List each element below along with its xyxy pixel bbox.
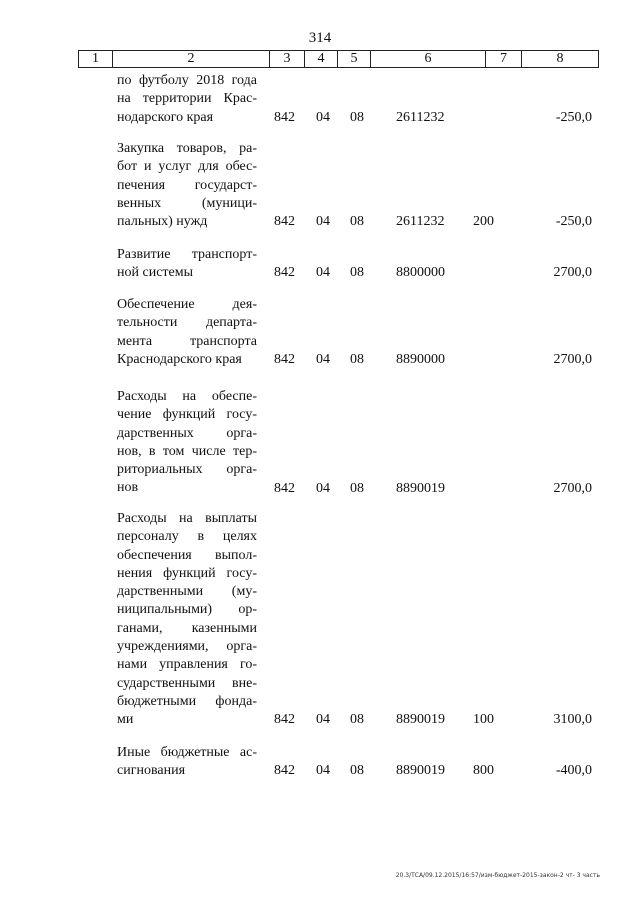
description-line: нов — [117, 480, 139, 496]
cell-column-4: 04 — [316, 109, 330, 125]
description-line: по футболу 2018 года — [117, 73, 257, 88]
description-line: Иные бюджетные ас- — [117, 745, 257, 760]
column-header-6: 6 — [371, 51, 486, 68]
cell-column-3: 842 — [274, 712, 295, 728]
description-line: Закупка товаров, ра- — [117, 141, 257, 156]
cell-column-8: 2700,0 — [553, 351, 592, 367]
description-line: нения функций госу- — [117, 565, 257, 581]
column-header-5: 5 — [338, 51, 371, 68]
description-line: ганами, казенными — [117, 620, 257, 636]
row-description — [117, 296, 257, 369]
cell-column-5: 08 — [350, 265, 364, 281]
cell-column-5: 08 — [350, 214, 364, 230]
column-header-3: 3 — [270, 51, 305, 68]
description-line: ной системы — [117, 265, 194, 281]
column-header-8: 8 — [522, 51, 599, 68]
cell-column-5: 08 — [350, 480, 364, 496]
description-line: Расходы на обеспе- — [117, 389, 257, 404]
cell-column-6: 8890019 — [396, 712, 445, 728]
cell-column-3: 842 — [274, 214, 295, 230]
cell-column-4: 04 — [316, 763, 330, 779]
cell-column-8: -250,0 — [555, 214, 592, 230]
cell-column-3: 842 — [274, 265, 295, 281]
description-line: печения государст- — [117, 177, 257, 193]
cell-column-5: 08 — [350, 109, 364, 125]
cell-column-8: -400,0 — [555, 763, 592, 779]
cell-column-7: 100 — [473, 712, 494, 728]
cell-column-4: 04 — [316, 351, 330, 367]
column-header-table — [78, 50, 599, 68]
description-line: Краснодарского края — [117, 351, 242, 367]
row-description — [117, 388, 257, 498]
cell-column-7: 200 — [473, 214, 494, 230]
row-description — [117, 744, 257, 781]
row-description — [117, 510, 257, 730]
column-header-4: 4 — [305, 51, 338, 68]
cell-column-8: 2700,0 — [553, 265, 592, 281]
description-line: учреждениями, орга- — [117, 639, 257, 655]
description-line: риториальных орга- — [117, 462, 257, 478]
cell-column-6: 2611232 — [396, 214, 445, 230]
row-description — [117, 72, 257, 127]
description-line: сигнования — [117, 763, 186, 779]
cell-column-6: 8800000 — [396, 265, 445, 281]
cell-column-4: 04 — [316, 265, 330, 281]
description-line: сударственными вне- — [117, 675, 257, 691]
footer-document-code: 20.3/ТСА/09.12.2015/16:57/изм-бюджет-2015-закон-2 чт- 3 часть — [395, 872, 600, 879]
description-line: пальных) нужд — [117, 214, 208, 230]
cell-column-3: 842 — [274, 351, 295, 367]
cell-column-4: 04 — [316, 712, 330, 728]
cell-column-5: 08 — [350, 712, 364, 728]
cell-column-6: 2611232 — [396, 109, 445, 125]
description-line: нов, в том числе тер- — [117, 443, 257, 459]
description-line: персоналу в целях — [117, 529, 257, 545]
description-line: мента транспорта — [117, 333, 257, 349]
cell-column-3: 842 — [274, 763, 295, 779]
cell-column-6: 8890000 — [396, 351, 445, 367]
description-line: нами управления го- — [117, 657, 257, 673]
column-header-1: 1 — [79, 51, 113, 68]
description-line: бот и услуг для обес- — [117, 159, 257, 175]
cell-column-8: -250,0 — [555, 109, 592, 125]
cell-column-4: 04 — [316, 214, 330, 230]
page-number: 314 — [308, 30, 332, 46]
cell-column-5: 08 — [350, 763, 364, 779]
column-header-row — [79, 51, 599, 68]
description-line: чение функций госу- — [117, 407, 257, 423]
description-line: Развитие транспорт- — [117, 247, 257, 262]
description-line: на территории Крас- — [117, 91, 257, 107]
cell-column-8: 2700,0 — [553, 480, 592, 496]
description-line: ми — [117, 712, 134, 728]
description-line: нодарского края — [117, 109, 214, 125]
row-description — [117, 140, 257, 231]
column-header-7: 7 — [486, 51, 522, 68]
cell-column-4: 04 — [316, 480, 330, 496]
description-line: венных (муници- — [117, 195, 257, 211]
description-line: Расходы на выплаты — [117, 511, 257, 526]
cell-column-6: 8890019 — [396, 763, 445, 779]
cell-column-3: 842 — [274, 109, 295, 125]
description-line: дарственными (му- — [117, 584, 257, 600]
description-line: ниципальными) ор- — [117, 602, 257, 618]
description-line: обеспечения выпол- — [117, 547, 257, 563]
cell-column-5: 08 — [350, 351, 364, 367]
cell-column-6: 8890019 — [396, 480, 445, 496]
description-line: дарственных орга- — [117, 425, 257, 441]
cell-column-8: 3100,0 — [553, 712, 592, 728]
description-line: тельности департа- — [117, 315, 257, 331]
column-header-2: 2 — [113, 51, 270, 68]
description-line: Обеспечение дея- — [117, 297, 257, 312]
cell-column-7: 800 — [473, 763, 494, 779]
description-line: бюджетными фонда- — [117, 693, 257, 709]
row-description — [117, 246, 257, 283]
cell-column-3: 842 — [274, 480, 295, 496]
